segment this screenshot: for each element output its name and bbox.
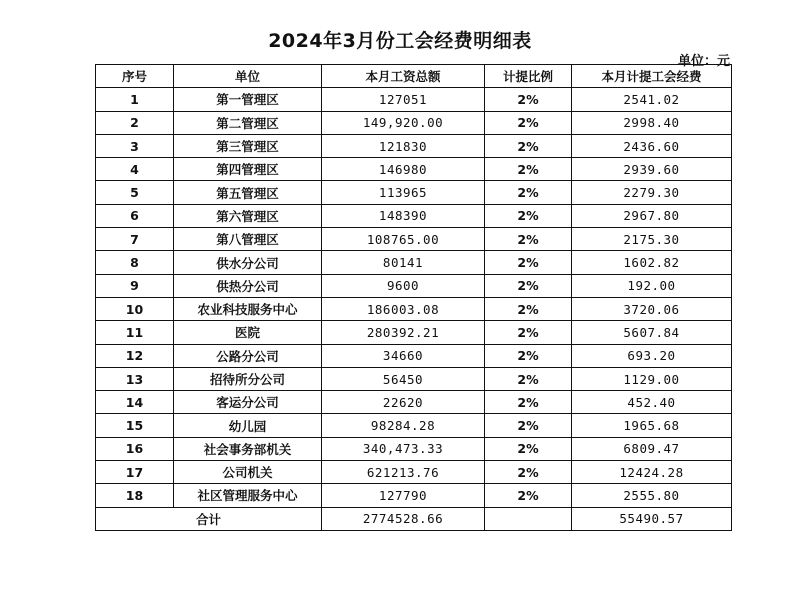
table-row: [96, 344, 732, 367]
cell-fee: 2436.60: [572, 134, 732, 157]
table-row: [96, 228, 732, 251]
cell-wage: 121830: [322, 134, 485, 157]
cell-rate: 2%: [485, 391, 572, 414]
header-wage: 本月工资总额: [322, 65, 485, 88]
cell-rate: 2%: [485, 134, 572, 157]
cell-fee: 2967.80: [572, 204, 732, 227]
cell-unit: 幼儿园: [174, 414, 322, 437]
table-row: [96, 461, 732, 484]
cell-wage: 22620: [322, 391, 485, 414]
header-no: 序号: [96, 65, 174, 88]
cell-no: 16: [96, 437, 174, 460]
cell-no: 10: [96, 297, 174, 320]
cell-no: 17: [96, 461, 174, 484]
cell-wage: 148390: [322, 204, 485, 227]
cell-rate: 2%: [485, 111, 572, 134]
cell-fee: 2939.60: [572, 158, 732, 181]
cell-unit: 第二管理区: [174, 111, 322, 134]
cell-fee: 6809.47: [572, 437, 732, 460]
table-row: [96, 297, 732, 320]
cell-unit: 第四管理区: [174, 158, 322, 181]
cell-no: 14: [96, 391, 174, 414]
cell-no: 5: [96, 181, 174, 204]
cell-wage: 80141: [322, 251, 485, 274]
cell-unit: 招待所分公司: [174, 367, 322, 390]
cell-fee: 3720.06: [572, 297, 732, 320]
cell-wage: 340,473.33: [322, 437, 485, 460]
header-row: [96, 65, 732, 88]
cell-fee: 1965.68: [572, 414, 732, 437]
cell-wage: 34660: [322, 344, 485, 367]
cell-unit: 第五管理区: [174, 181, 322, 204]
cell-rate: 2%: [485, 484, 572, 507]
cell-rate: 2%: [485, 88, 572, 111]
cell-no: 6: [96, 204, 174, 227]
fee-table: [95, 64, 732, 531]
cell-no: 8: [96, 251, 174, 274]
total-label: 合计: [96, 507, 322, 530]
cell-fee: 2998.40: [572, 111, 732, 134]
cell-rate: 2%: [485, 367, 572, 390]
cell-wage: 56450: [322, 367, 485, 390]
header-unit: 单位: [174, 65, 322, 88]
cell-unit: 供热分公司: [174, 274, 322, 297]
table-row: [96, 158, 732, 181]
header-rate: 计提比例: [485, 65, 572, 88]
cell-no: 2: [96, 111, 174, 134]
cell-wage: 280392.21: [322, 321, 485, 344]
cell-rate: 2%: [485, 414, 572, 437]
cell-rate: 2%: [485, 344, 572, 367]
cell-unit: 社会事务部机关: [174, 437, 322, 460]
cell-rate: 2%: [485, 251, 572, 274]
cell-rate: 2%: [485, 274, 572, 297]
cell-no: 4: [96, 158, 174, 181]
table-row: [96, 111, 732, 134]
table-row: [96, 367, 732, 390]
cell-no: 15: [96, 414, 174, 437]
cell-wage: 113965: [322, 181, 485, 204]
cell-rate: 2%: [485, 461, 572, 484]
cell-unit: 第六管理区: [174, 204, 322, 227]
cell-unit: 供水分公司: [174, 251, 322, 274]
cell-fee: 2175.30: [572, 228, 732, 251]
table-row: [96, 181, 732, 204]
table-row: [96, 437, 732, 460]
cell-rate: 2%: [485, 228, 572, 251]
cell-unit: 公路分公司: [174, 344, 322, 367]
cell-wage: 149,920.00: [322, 111, 485, 134]
cell-unit: 公司机关: [174, 461, 322, 484]
table-row: [96, 484, 732, 507]
cell-unit: 社区管理服务中心: [174, 484, 322, 507]
table-row: [96, 391, 732, 414]
cell-no: 11: [96, 321, 174, 344]
cell-no: 9: [96, 274, 174, 297]
cell-wage: 108765.00: [322, 228, 485, 251]
cell-wage: 186003.08: [322, 297, 485, 320]
cell-rate: 2%: [485, 321, 572, 344]
cell-rate: 2%: [485, 297, 572, 320]
cell-wage: 98284.28: [322, 414, 485, 437]
cell-wage: 146980: [322, 158, 485, 181]
cell-unit: 第三管理区: [174, 134, 322, 157]
cell-wage: 621213.76: [322, 461, 485, 484]
cell-unit: 医院: [174, 321, 322, 344]
table-row: [96, 414, 732, 437]
cell-no: 18: [96, 484, 174, 507]
table-row: [96, 204, 732, 227]
cell-no: 1: [96, 88, 174, 111]
total-fee: 55490.57: [572, 507, 732, 530]
cell-wage: 9600: [322, 274, 485, 297]
cell-fee: 1602.82: [572, 251, 732, 274]
cell-no: 7: [96, 228, 174, 251]
cell-fee: 693.20: [572, 344, 732, 367]
header-fee: 本月计提工会经费: [572, 65, 732, 88]
cell-rate: 2%: [485, 181, 572, 204]
cell-no: 12: [96, 344, 174, 367]
table-row: [96, 274, 732, 297]
cell-unit: 农业科技服务中心: [174, 297, 322, 320]
cell-rate: 2%: [485, 158, 572, 181]
total-row: [96, 507, 732, 530]
cell-fee: 12424.28: [572, 461, 732, 484]
cell-wage: 127790: [322, 484, 485, 507]
cell-fee: 192.00: [572, 274, 732, 297]
unit-label: 单位：元: [677, 54, 730, 69]
total-rate-empty: [485, 507, 572, 530]
document-title: 2024年3月份工会经费明细表: [268, 30, 532, 52]
table-row: [96, 134, 732, 157]
cell-wage: 127051: [322, 88, 485, 111]
cell-fee: 1129.00: [572, 367, 732, 390]
cell-fee: 5607.84: [572, 321, 732, 344]
table-row: [96, 88, 732, 111]
cell-fee: 2279.30: [572, 181, 732, 204]
cell-rate: 2%: [485, 204, 572, 227]
cell-unit: 第一管理区: [174, 88, 322, 111]
cell-fee: 2541.02: [572, 88, 732, 111]
cell-fee: 452.40: [572, 391, 732, 414]
cell-fee: 2555.80: [572, 484, 732, 507]
cell-rate: 2%: [485, 437, 572, 460]
total-wage: 2774528.66: [322, 507, 485, 530]
cell-unit: 第八管理区: [174, 228, 322, 251]
cell-no: 13: [96, 367, 174, 390]
table-row: [96, 321, 732, 344]
cell-unit: 客运分公司: [174, 391, 322, 414]
table-row: [96, 251, 732, 274]
cell-no: 3: [96, 134, 174, 157]
